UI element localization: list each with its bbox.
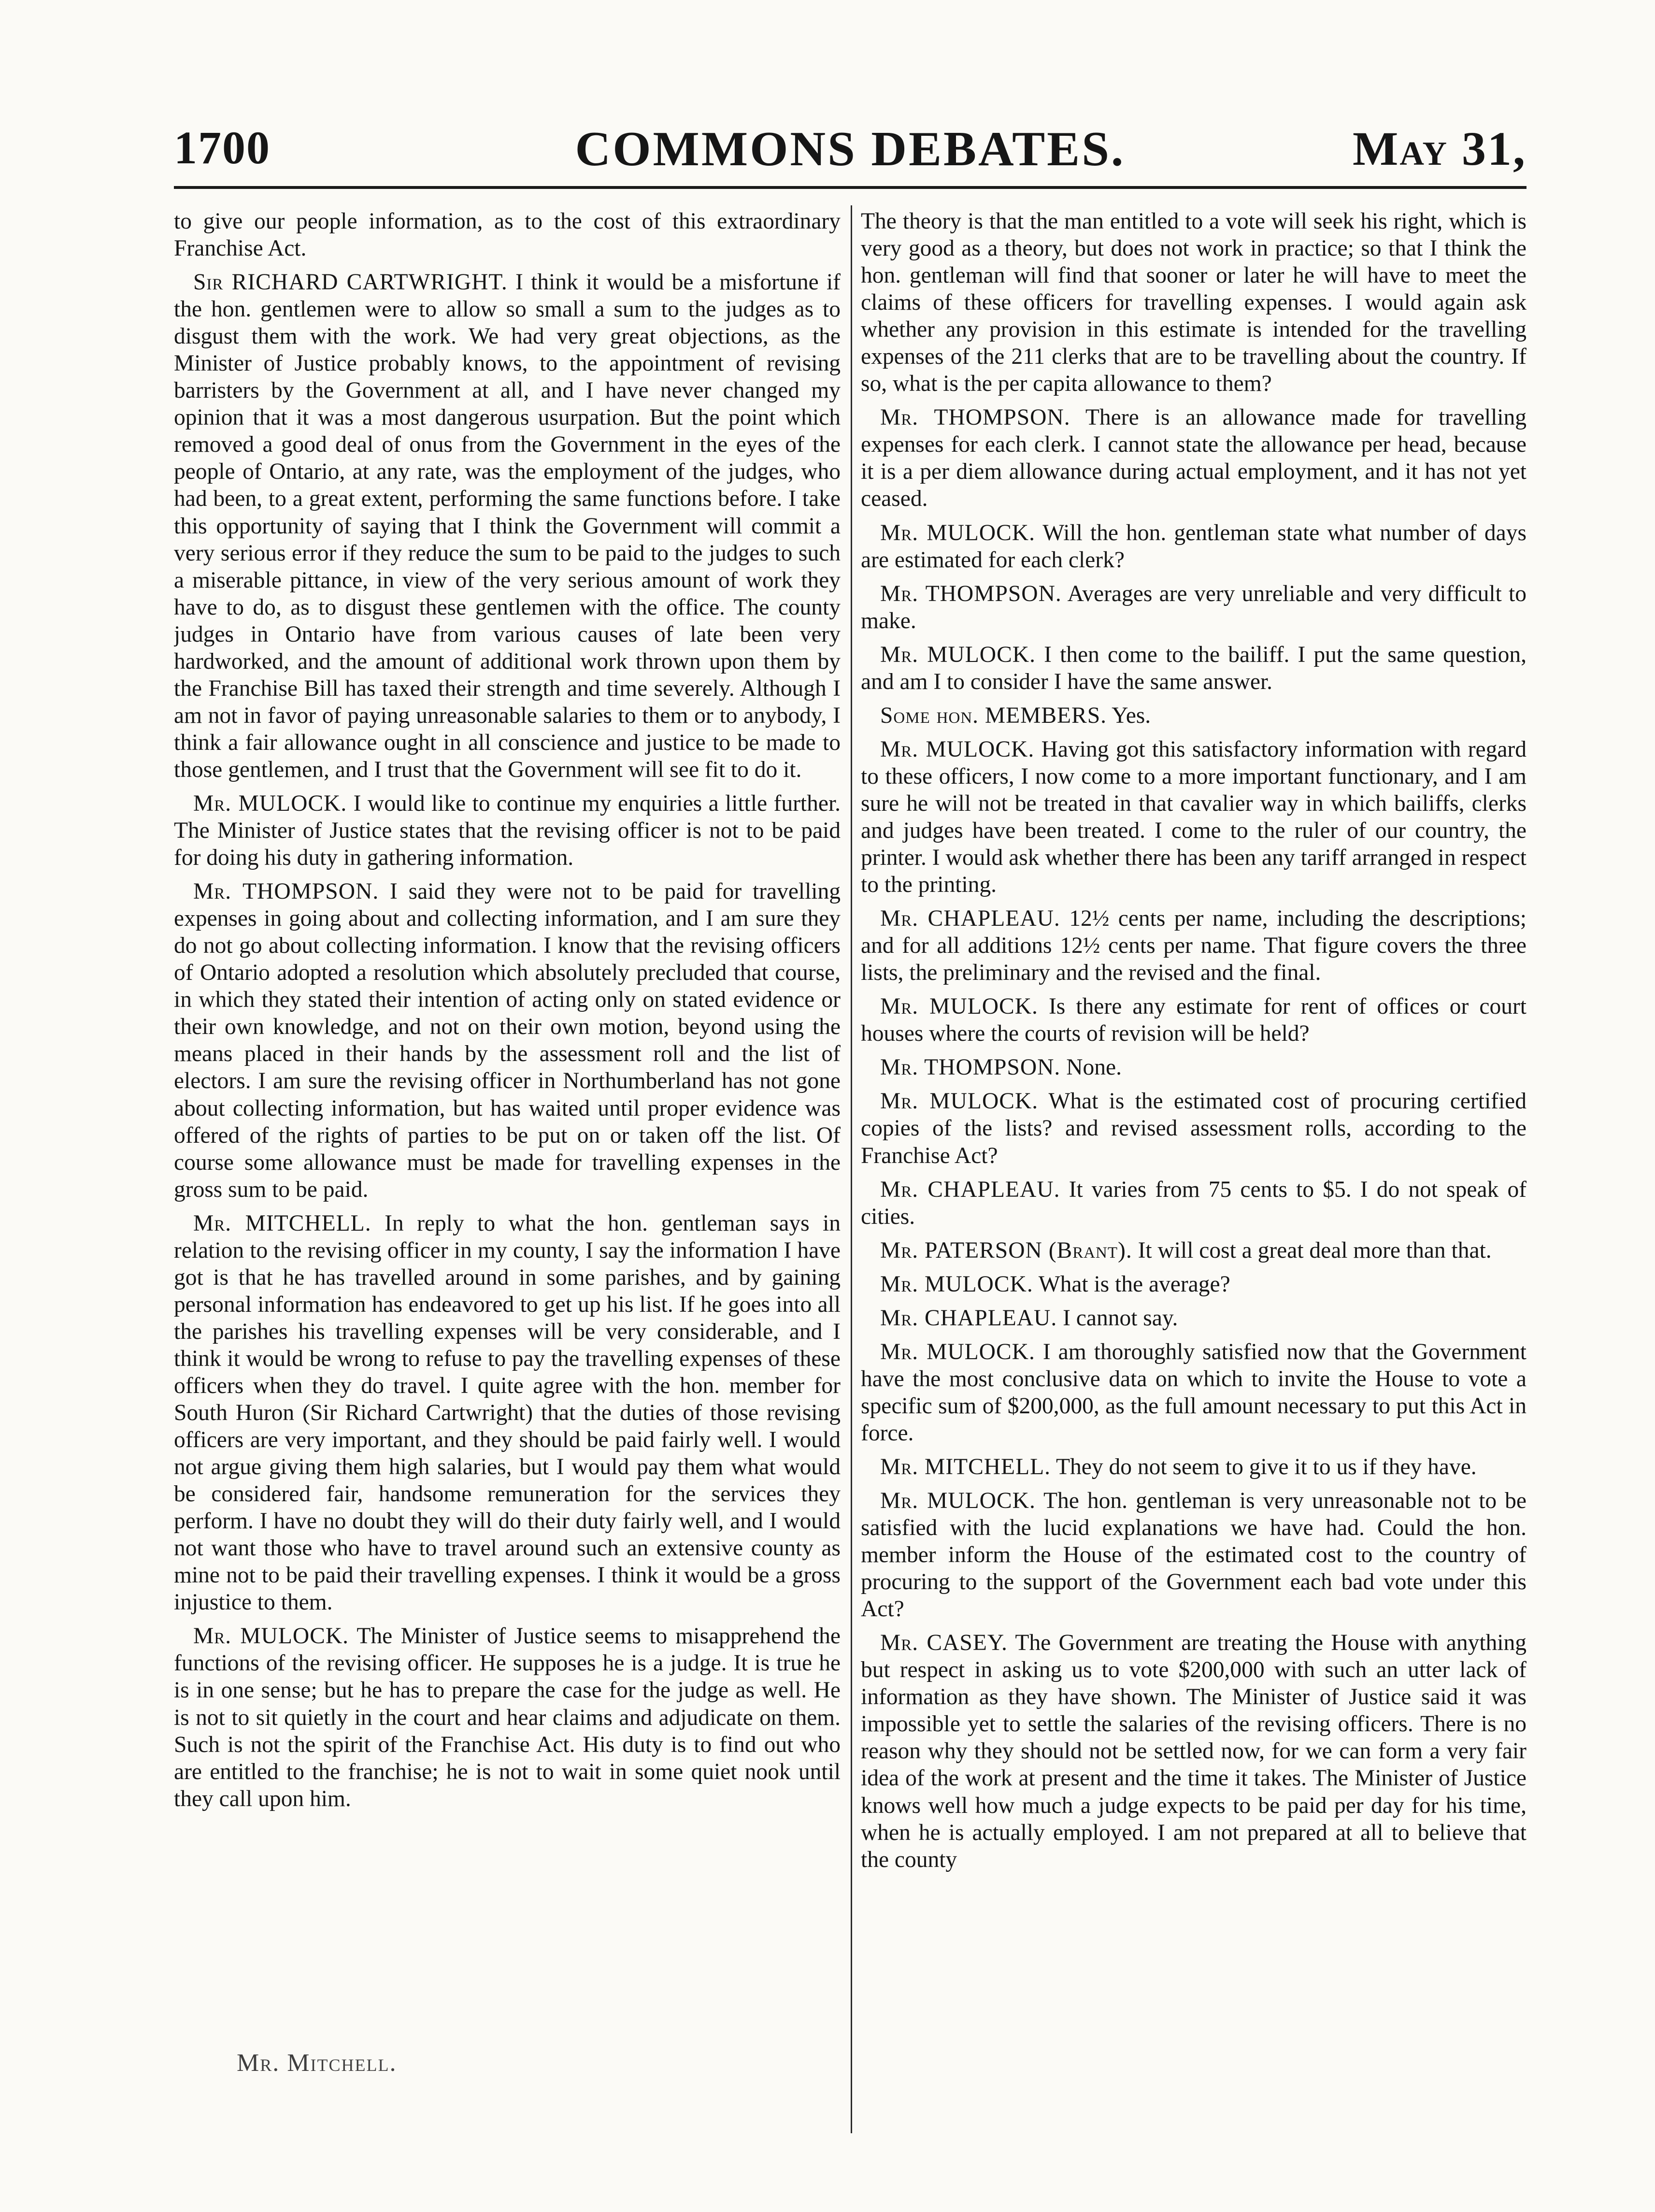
speech-paragraph bbox=[861, 1271, 1527, 1298]
speaker-name: Mr. MULOCK. bbox=[880, 994, 1038, 1020]
speech-paragraph bbox=[174, 1210, 841, 1616]
speech-paragraph bbox=[861, 1453, 1527, 1480]
column-divider bbox=[851, 205, 852, 2133]
speech-text: In reply to what the hon. gentleman says in relation to the revising officer in my county, I say the information I have got is that he has travelled around in some parishes, and by gaining personal information has endeavored to get up his list. If he goes into all the parishes his travelling expenses will be very considerable, and I think it would be wrong to refuse to pay the travelling expenses of these officers when they do travel. I quite agree with the hon. member for South Huron (Sir Richard Cartwright) that the duties of those revising officers are very important, and they should be paid fairly well. I would not argue giving them high salaries, but I would pay them what would be considered fair, handsome remuneration for the services they perform. I have no doubt they will do their duty fairly well, and I would not want those who have to travel around such an extensive county as mine not to be paid their travelling expenses. I think it would be a gross injustice to them. bbox=[174, 1210, 841, 1615]
speech-paragraph bbox=[861, 905, 1527, 986]
speech-paragraph bbox=[861, 404, 1527, 512]
speech-paragraph bbox=[174, 269, 841, 783]
speaker-name: Mr. THOMPSON. bbox=[193, 879, 379, 905]
speech-paragraph bbox=[861, 702, 1527, 729]
speaker-name: Mr. CHAPLEAU. bbox=[880, 1305, 1057, 1331]
speech-text: What is the average? bbox=[1038, 1271, 1230, 1297]
speech-text: I am thoroughly satisfied now that the Government have the most conclusive data on which to invite the House to vote a specific sum of $200,000, as the full amount necessary to put this Act in force. bbox=[861, 1339, 1527, 1446]
speech-text: 12½ cents per name, including the descriptions; and for all additions 12½ cents per name. That figure covers the three lists, the preliminary and the revised and the final. bbox=[861, 906, 1527, 986]
speaker-name: Some hon. MEMBERS. bbox=[880, 703, 1107, 728]
speaker-name: Mr. MULOCK. bbox=[880, 736, 1035, 762]
speech-paragraph bbox=[174, 878, 841, 1203]
speaker-name: Mr. MULOCK. bbox=[880, 1339, 1035, 1365]
speaker-name: Mr. MITCHELL. bbox=[193, 1210, 371, 1236]
speech-text: The hon. gentleman is very unreasonable not to be satisfied with the lucid explanations we have had. Could the hon. member inform the House of the estimated cost to the country of procuring to the support of the Government each bad vote under this Act? bbox=[861, 1488, 1527, 1622]
speech-text: Yes. bbox=[1112, 703, 1151, 728]
speaker-name: Mr. MULOCK. bbox=[880, 1271, 1033, 1297]
speaker-name: Mr. MITCHELL. bbox=[880, 1454, 1051, 1479]
speech-text: The Government are treating the House with anything but respect in asking us to vote $200,000 with such an utter lack of information as they have shown. The Minister of Justice said it was impossible yet to settle the salaries of the revising officers. There is no reason why they should not be settled now, for we can form a very fair idea of the work at present and the time it takes. The Minister of Justice knows well how much a judge expects to be paid per day for his time, when he is actually employed. I am not prepared at all to believe that the county bbox=[861, 1630, 1527, 1872]
speech-text: The Minister of Justice seems to misapprehend the functions of the revising officer. He supposes he is a judge. It is true he is in one sense; but he has to prepare the case for the judge as well. He is not to sit quietly in the court and hear claims and adjudicate on them. Such is not the spirit of the Franchise Act. His duty is to find out who are entitled to the franchise; he is not to wait in some quiet nook until they call upon him. bbox=[174, 1623, 841, 1811]
speech-text: I think it would be a misfortune if the hon. gentlemen were to allow so small a sum to the judges as to disgust them with the work. We had very great objections, as the Minister of Justice probably knows, to the appointment of revising barristers by the Government at all, and I have never changed my opinion that it was a most dangerous usurpation. But the point which removed a good deal of onus from the Government in the eyes of the people of Ontario, at any rate, was the employment of the judges, who had been, to a great extent, performing the same functions before. I take this opportunity of saying that I think the Government will commit a very serious error if they reduce the sum to be paid to the judges to such a miserable pittance, in view of the very serious amount of work they have to do, as to disgust these gentlemen with the office. The county judges in Ontario have from various causes of late been very hardworked, and the amount of additional work thrown upon them by the Franchise Bill has taxed their strength and time severely. Although I am not in favor of paying unreasonable salaries to them or to anybody, I think a fair allowance ought in all conscience and justice to be made to those gentlemen, and I trust that the Government will see fit to do it. bbox=[174, 270, 841, 782]
speech-text: It varies from 75 cents to $5. I do not speak of cities. bbox=[861, 1177, 1527, 1229]
speech-paragraph bbox=[861, 993, 1527, 1047]
speech-text: What is the estimated cost of procuring certified copies of the lists? and revised assessment rolls, according to the Franchise Act? bbox=[861, 1089, 1527, 1168]
speech-text: None. bbox=[1066, 1055, 1122, 1080]
speech-text: I said they were not to be paid for travelling expenses in going about and collecting information, and I am sure they do not go about collecting information. I know that the revising officers of Ontario adopted a resolution which absolutely precluded that course, in which they stated their intention of acting only on stated evidence or their own knowledge, and not on their own motion, beyond using the means placed in their hands by the assessment roll and the list of electors. I am sure the revising officer in Northumberland has not gone about collecting information, but has waited until proper evidence was offered of the rights of parties to be put on or taken off the list. Of course some allowance must be made for travelling expenses in the gross sum to be paid. bbox=[174, 879, 841, 1202]
speech-paragraph bbox=[861, 580, 1527, 634]
speaker-name: Mr. THOMPSON. bbox=[880, 581, 1062, 606]
page-header bbox=[174, 121, 1527, 188]
speech-paragraph bbox=[861, 1305, 1527, 1332]
speech-paragraph bbox=[861, 1487, 1527, 1623]
speech-paragraph bbox=[174, 1623, 841, 1812]
speech-text: to give our people information, as to the cost of this extraordinary Franchise Act. bbox=[174, 209, 841, 261]
speaker-name: Mr. CHAPLEAU. bbox=[880, 1177, 1060, 1202]
speaker-name: Sir RICHARD CARTWRIGHT. bbox=[193, 270, 508, 295]
speech-paragraph bbox=[861, 208, 1527, 397]
speech-paragraph bbox=[174, 208, 841, 262]
speech-text: I would like to continue my enquiries a little further. The Minister of Justice states that the revising officer is not to be paid for doing his duty in gathering information. bbox=[174, 790, 841, 871]
speech-paragraph bbox=[861, 1338, 1527, 1447]
speech-text: It will cost a great deal more than that. bbox=[1138, 1237, 1492, 1263]
page-number: 1700 bbox=[174, 122, 271, 173]
issue-date: May 31, bbox=[1352, 122, 1527, 175]
speech-paragraph bbox=[861, 1088, 1527, 1169]
speech-text: Having got this satisfactory information with regard to these officers, I now come to a more important functionary, and I am sure he will not be treated in that cavalier way in which bailiffs, clerks and judges have been treated. I come to the ruler of our country, the printer. I would ask whether there has been any tariff arranged in respect to the printing. bbox=[861, 736, 1527, 898]
speech-paragraph bbox=[861, 1176, 1527, 1230]
catchword: Mr. Mitchell. bbox=[237, 2049, 397, 2077]
speaker-name: Mr. MULOCK. bbox=[193, 1623, 349, 1649]
speech-text: Will the hon. gentleman state what number of days are estimated for each clerk? bbox=[861, 520, 1527, 573]
speech-paragraph bbox=[861, 1054, 1527, 1081]
speaker-name: Mr. CHAPLEAU. bbox=[880, 906, 1060, 932]
speech-paragraph bbox=[861, 1237, 1527, 1264]
speech-text: They do not seem to give it to us if they have. bbox=[1056, 1454, 1477, 1479]
speech-text: Is there any estimate for rent of offices or court houses where the courts of revision will be held? bbox=[861, 994, 1527, 1047]
speech-text: The theory is that the man entitled to a vote will seek his right, which is very good as a theory, but does not work in practice; so that I think the hon. gentleman will find that sooner or later he will have to meet the claims of these officers for travelling expenses. I would again ask whether any provision in this estimate is intended for the travelling expenses of the 211 clerks that are to be travelling about the country. If so, what is the per capita allowance to them? bbox=[861, 209, 1527, 397]
speech-paragraph bbox=[861, 736, 1527, 898]
speech-text: Averages are very unreliable and very difficult to make. bbox=[861, 581, 1527, 633]
speaker-name: Mr. MULOCK. bbox=[880, 642, 1036, 667]
speaker-name: Mr. CASEY. bbox=[880, 1630, 1008, 1656]
speech-text: I cannot say. bbox=[1063, 1305, 1178, 1331]
speaker-name: Mr. MULOCK. bbox=[193, 790, 347, 816]
speaker-name: Mr. THOMPSON. bbox=[880, 405, 1070, 431]
speaker-name: Mr. MULOCK. bbox=[880, 1089, 1039, 1114]
speech-paragraph bbox=[174, 790, 841, 871]
speech-paragraph bbox=[861, 1629, 1527, 1873]
right-column bbox=[861, 208, 1527, 2131]
speech-text: I then come to the bailiff. I put the same question, and am I to consider I have the same answer. bbox=[861, 642, 1527, 694]
speech-text: There is an allowance made for travelling expenses for each clerk. I cannot state the allowance per head, because it is a per diem allowance during actual employment, and it has not yet ceased. bbox=[861, 405, 1527, 512]
speaker-name: Mr. PATERSON (Brant). bbox=[880, 1237, 1132, 1263]
speaker-name: Mr. THOMPSON. bbox=[880, 1055, 1061, 1080]
speaker-name: Mr. MULOCK. bbox=[880, 520, 1035, 546]
header-rule bbox=[174, 186, 1527, 189]
journal-title: COMMONS DEBATES. bbox=[575, 122, 1126, 176]
left-column bbox=[174, 208, 841, 2131]
speech-paragraph bbox=[861, 641, 1527, 695]
speaker-name: Mr. MULOCK. bbox=[880, 1488, 1036, 1514]
speech-paragraph bbox=[861, 519, 1527, 574]
